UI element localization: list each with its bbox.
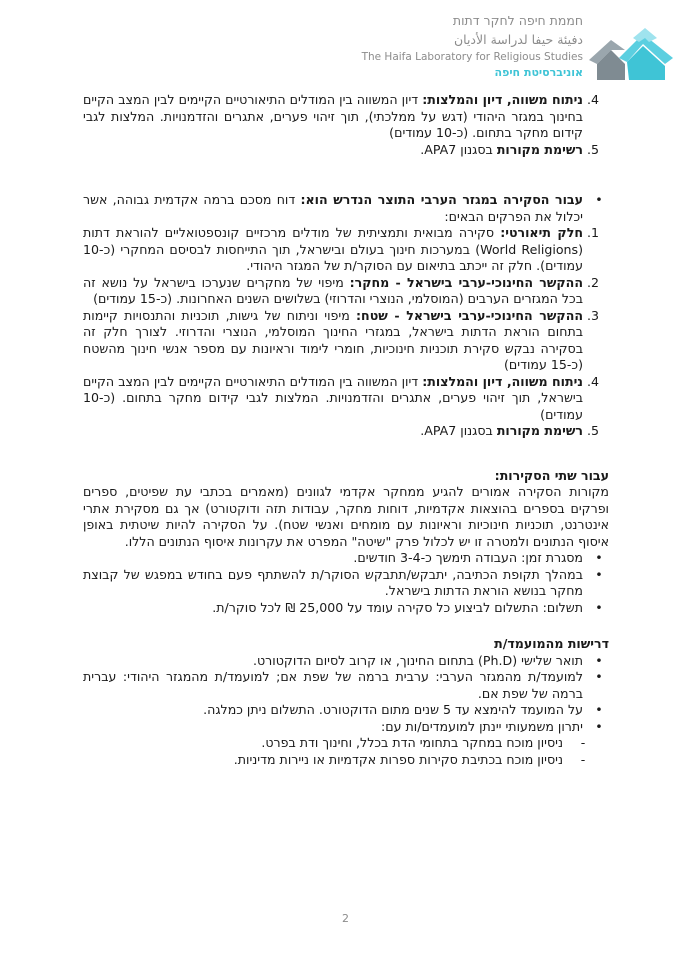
list-item bbox=[83, 669, 609, 702]
item-number: 2. bbox=[587, 274, 600, 290]
bullet-icon: • bbox=[595, 566, 603, 582]
bullet-icon: • bbox=[595, 718, 603, 734]
list-item bbox=[83, 600, 609, 617]
letterhead-text bbox=[362, 12, 583, 81]
list-item bbox=[83, 374, 609, 424]
top-numbered-list bbox=[83, 92, 609, 158]
list-item bbox=[83, 225, 609, 275]
university-name: אוניברסיטת חיפה bbox=[494, 66, 583, 79]
bullet-text: במהלך תקופת הכתיבה, יתבקש/תתבקש הסוקר/ת להשתתף פעם בחודש במפגש של קבוצת מחקר בנושא הוראת הדתות בישראל. bbox=[83, 566, 583, 598]
section-intro-title: עבור הסקירה במגזר הערבי התוצר הנדרש הוא: bbox=[300, 192, 583, 207]
item-number: 1. bbox=[587, 225, 600, 240]
item-number: 5. bbox=[587, 141, 600, 157]
item-number: 3. bbox=[587, 307, 600, 323]
item-text: מיפוי של מחקרים שנערכו בישראל על נושא זה בכל המגזרים הערבים (המוסלמי, הנוצרי והדרוזי) בשלושים השנים האחרונות. (כ-15 עמודים) bbox=[83, 274, 583, 306]
bullet-icon: • bbox=[595, 652, 603, 668]
sub-item-text: ניסיון מוכח בכתיבת סקירות ספרות אקדמיות או ניירות מדיניות. bbox=[233, 751, 563, 767]
item-number: 4. bbox=[587, 92, 600, 107]
page-number: 2 bbox=[342, 912, 349, 925]
haifa-lab-logo-icon bbox=[589, 28, 673, 80]
item-title: ניתוח משווה, דיון והמלצות: bbox=[422, 92, 584, 107]
requirements-heading: דרישות מהמועמד/ת bbox=[494, 636, 609, 651]
bullet-text: מסגרת זמן: העבודה תימשך כ-3-4 חודשים. bbox=[353, 550, 583, 565]
advantage-sublist bbox=[83, 735, 609, 768]
sub-item-text: ניסיון מוכח במחקר בתחומי הדת בכלל, וחינוך ודת בפרט. bbox=[261, 735, 563, 750]
both-reviews-bullets bbox=[83, 550, 609, 616]
bullet-text: תואר שלישי (Ph.D) בתחום החינוך, או קרוב לסיום הדוקטורט. bbox=[253, 652, 583, 668]
item-title: חלק תיאורטי: bbox=[500, 225, 583, 240]
list-item bbox=[83, 142, 609, 159]
list-item bbox=[83, 550, 609, 567]
item-number: 4. bbox=[587, 373, 600, 389]
section-intro-text: דוח מסכם ברמה אקדמית גבוהה, אשר יכלול את הפרקים הבאים: bbox=[83, 192, 583, 224]
list-item bbox=[83, 567, 609, 600]
item-title: ההקשר החינוכי-ערבי בישראל - שטח: bbox=[356, 307, 583, 323]
bullet-icon: • bbox=[595, 669, 603, 684]
bullet-text: תשלום: התשלום לביצוע כל סקירה עומד על 25,000 ₪ לכל סוקר/ת. bbox=[212, 599, 583, 615]
dash-icon: - bbox=[580, 735, 586, 750]
bullet-text: על המועמד להימצא עד 5 שנים מתום הדוקטורט. התשלום ניתן כמלגה. bbox=[203, 702, 583, 717]
page-body bbox=[83, 92, 609, 768]
item-title: רשימת מקורות bbox=[496, 423, 583, 438]
org-name-english: The Haifa Laboratory for Religious Studies bbox=[361, 51, 583, 63]
list-item bbox=[83, 423, 609, 440]
bullet-icon: • bbox=[595, 599, 603, 615]
item-title: רשימת מקורות bbox=[496, 141, 583, 157]
bullet-icon: • bbox=[595, 192, 603, 207]
item-text: בסגנון APA7. bbox=[420, 141, 497, 157]
list-item bbox=[83, 308, 609, 374]
org-name-hebrew: חממת חיפה לחקר דתות bbox=[452, 13, 583, 28]
item-text: מיפוי וניתוח של גישות, תוכניות והתנסויות קיימות בתחום הוראת הדתות בישראל, במגזרי החינוך המוסלמי, הנוצרי והדרוזי. לצורך חלק זה בסקירה נבקש סקירת תוכניות חינוכיות, חומרי לימוד וראיונות עם מספר אנשי חינוך מהשטח (כ-15 עמודים) bbox=[83, 307, 583, 372]
org-name-arabic: دفيئة حيفا لدراسة الأديان bbox=[453, 32, 583, 47]
dash-icon: - bbox=[580, 751, 586, 767]
arab-sector-section bbox=[83, 192, 609, 225]
letterhead bbox=[20, 10, 673, 86]
item-text: בסגנון APA7. bbox=[420, 423, 497, 438]
item-text: דיון המשווה בין המודלים התיאורטיים הקיימים לבין המצב הקיים בישראל, תוך זיהוי פערים, אתגרים והזדמנויות. המלצות לגבי קידום מחקר בתחום. (כ-10 עמודים) bbox=[83, 373, 583, 422]
list-item bbox=[83, 719, 609, 736]
list-item bbox=[83, 192, 609, 225]
both-reviews-paragraph: מקורות הסקירה אמורים להגיע ממחקר אקדמי לגוונים (מאמרים בכתבי עת שפיטים, ספרים ופרקים בספרים בהוצאות אקדמיות, דוחות מחקר, עבודות תזה ודוקטורט) אך גם מסקירת אתרי אינטרנט, תוכניות חינוכיות וראיונות עם מומחים ואנשי שטח). על הסקירה להיות שיטתית באופן איסוף הנתונים ולמטרה זו יש לכלול פרק "שיטה" המפרט את עקרונות איסוף הנתונים הללו. bbox=[83, 484, 609, 549]
list-item bbox=[83, 702, 609, 719]
list-item bbox=[83, 92, 609, 142]
item-number: 5. bbox=[587, 423, 600, 438]
item-text: סקירה מבואית ותמציתית של מודלים מרכזיים קונספטואליים להוראת דתות (World Religions) במערכות חינוך בעולם ובישראל, תוך התייחסות לבסיסם המחקרי (כ-10 עמודים). חלק זה ייכתב בתיאום עם הסוקר/ת של המגזר היהודי. bbox=[83, 225, 583, 273]
item-text: דיון המשווה בין המודלים התיאורטיים הקיימים לבין המצב הקיים בחינוך במגזר היהודי (דגש על ממלכתי), תוך זיהוי פערים, אתגרים והזדמנויות. המלצות לגבי קידום מחקר בתחום. (כ-10 עמודים) bbox=[83, 92, 583, 140]
arab-sector-numbered-list bbox=[83, 225, 609, 440]
list-item bbox=[83, 275, 609, 308]
list-item bbox=[83, 653, 609, 670]
bullet-text: למועמד/ת מהמגזר הערבי: ערבית ברמה של שפת אם; למועמד/ת מהמגזר היהודי: עברית ברמה של שפת אם. bbox=[83, 669, 583, 701]
requirements-bullets bbox=[83, 653, 609, 736]
both-reviews-heading: עבור שתי הסקירות: bbox=[494, 467, 609, 483]
item-title: ניתוח משווה, דיון והמלצות: bbox=[422, 373, 584, 389]
list-item bbox=[83, 752, 609, 769]
item-title: ההקשר החינוכי-ערבי בישראל - מחקר: bbox=[349, 274, 583, 290]
bullet-text: יתרון משמעותי יינתן למועמדים/ות עם: bbox=[381, 718, 583, 734]
bullet-icon: • bbox=[595, 550, 603, 565]
bullet-icon: • bbox=[595, 702, 603, 717]
list-item bbox=[83, 735, 609, 752]
